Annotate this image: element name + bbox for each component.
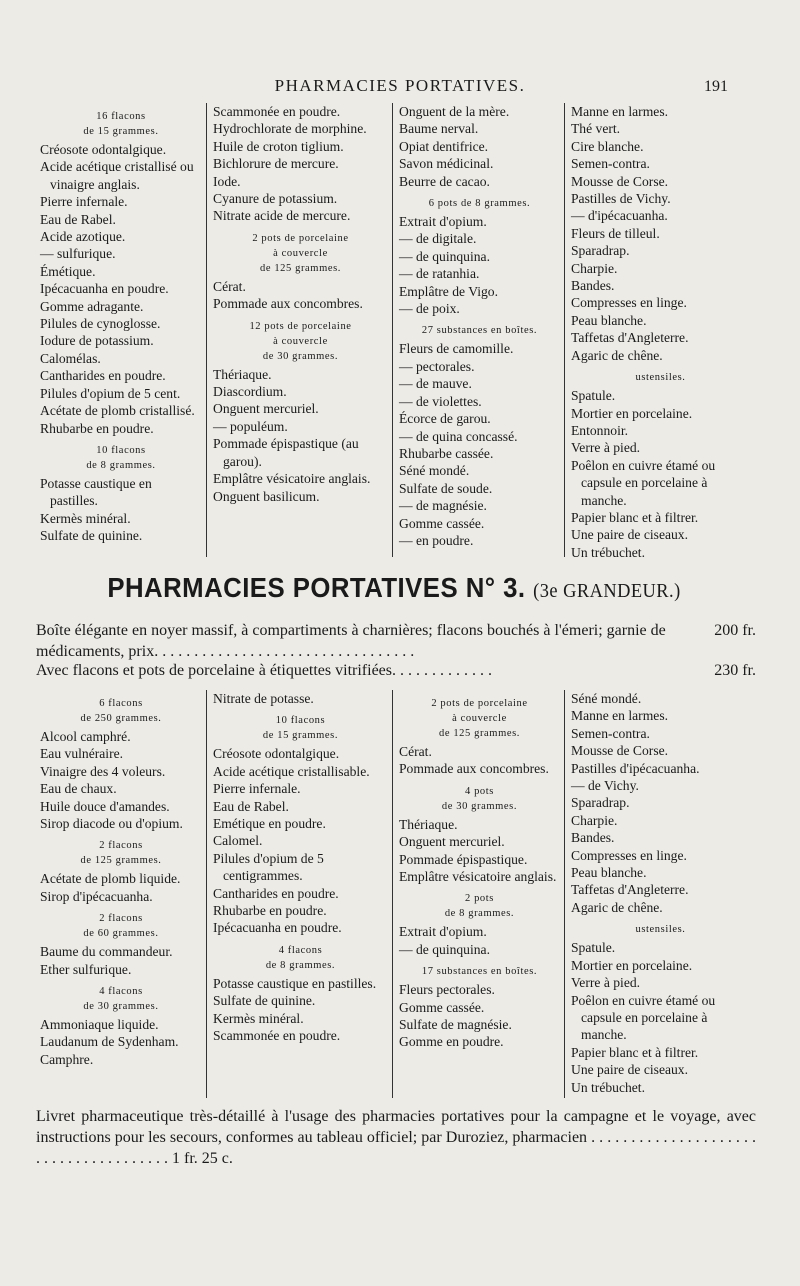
catalog-item: — sulfurique.	[40, 246, 116, 262]
bottom-column-1	[34, 690, 206, 1098]
catalog-item: Kermès minéral.	[213, 1010, 304, 1026]
catalog-item: Beurre de cacao.	[399, 173, 490, 189]
catalog-item: Opiat dentifrice.	[399, 138, 489, 154]
section-heading	[40, 911, 202, 941]
catalog-item: Manne en larmes.	[571, 104, 669, 119]
catalog-item: Pierre infernale.	[213, 781, 301, 797]
section-heading	[40, 443, 202, 473]
catalog-item: Iode.	[213, 173, 241, 189]
catalog-item: Créosote odontalgique.	[40, 142, 167, 157]
catalog-item: Pilules d'opium de 5 cent.	[40, 385, 181, 401]
catalog-item: Papier blanc et à filtrer.	[571, 1044, 699, 1060]
bottom-catalog-columns	[34, 690, 754, 1098]
catalog-item: Poêlon en cuivre étamé ou capsule en porcelaine à manche.	[571, 457, 716, 508]
heading-line: de 8 grammes.	[444, 908, 515, 920]
heading-line: 4 flacons	[99, 986, 143, 998]
catalog-item: Thé vert.	[571, 121, 621, 137]
catalog-item: Fleurs de camomille.	[399, 341, 514, 357]
catalog-item: Taffetas d'Angleterre.	[571, 882, 689, 898]
heading-line: à couvercle	[452, 713, 507, 724]
catalog-item: Ipécacuanha en poudre.	[213, 920, 342, 936]
catalog-item: — de violettes.	[399, 393, 482, 409]
heading-line: 2 flacons	[99, 913, 143, 925]
heading-line: 2 pots de porcelaine	[252, 232, 349, 244]
catalog-item: Créosote odontalgique.	[213, 746, 340, 762]
catalog-item: Charpie.	[571, 260, 618, 276]
catalog-item: Un trébuchet.	[571, 544, 645, 560]
section-heading	[399, 323, 560, 338]
catalog-item: — pectorales.	[399, 358, 475, 374]
catalog-item: Compresses en linge.	[571, 295, 687, 311]
catalog-item: Sirop diacode ou d'opium.	[40, 816, 183, 832]
catalog-item: Gomme cassée.	[399, 515, 485, 531]
heading-line: 6 flacons	[99, 698, 143, 709]
top-column-3	[392, 103, 564, 557]
catalog-item: — en poudre.	[399, 532, 474, 548]
catalog-item: Calomélas.	[40, 350, 101, 366]
section-heading	[571, 922, 750, 937]
description-text: Boîte élégante en noyer massif, à compartiments à charnières; flacons bouchés à l'émeri; garnie de médicaments, prix. . . . . . . . . . . . . . . . . . . . . . . . . . . . . . . . .	[36, 622, 666, 660]
catalog-item: Entonnoir.	[571, 422, 629, 438]
catalog-item: Cérat.	[399, 744, 432, 759]
catalog-item: Gomme adragante.	[40, 298, 144, 314]
heading-line: 2 flacons	[99, 840, 143, 852]
catalog-item: Taffetas d'Angleterre.	[571, 330, 689, 346]
catalog-item: Camphre.	[40, 1051, 94, 1067]
catalog-item: Bandes.	[571, 278, 615, 294]
catalog-item: Sulfate de quinine.	[213, 993, 316, 1009]
catalog-item: — d'ipécacuanha.	[571, 208, 668, 224]
catalog-item: Manne en larmes.	[571, 708, 669, 724]
catalog-item: Thériaque.	[399, 816, 458, 832]
catalog-item: Thériaque.	[213, 366, 272, 382]
catalog-item: — de poix.	[399, 301, 460, 317]
catalog-item: Huile de croton tiglium.	[213, 138, 344, 154]
catalog-item: Gomme cassée.	[399, 999, 485, 1015]
section-banner	[63, 572, 725, 604]
heading-line: 10 flacons	[275, 715, 326, 727]
catalog-item: Eau vulnéraire.	[40, 746, 124, 762]
catalog-item: Sulfate de quinine.	[40, 528, 143, 544]
heading-line: 27 substances en boîtes.	[421, 325, 538, 337]
catalog-item: Cantharides en poudre.	[40, 368, 166, 384]
catalog-item: Poêlon en cuivre étamé ou capsule en porcelaine à manche.	[571, 992, 716, 1043]
section-heading	[399, 196, 560, 211]
catalog-item: Sulfate de soude.	[399, 480, 493, 496]
catalog-item: Mousse de Corse.	[571, 173, 669, 189]
section-heading	[40, 984, 202, 1014]
catalog-item: Hydrochlorate de morphine.	[213, 121, 367, 137]
booklet-paragraph: Livret pharmaceutique très-détaillé à l'usage des pharmacies portatives pour la campagne et le voyage, avec instructions pour les secours, conformes au tableau officiel; par Duroziez, pharmacien . . . . . . . . . . . . . . . . . . . . . . . . . . . . . . . . . . . . . . 1 fr. 25 c.	[36, 1108, 756, 1167]
catalog-item: Pastilles d'ipécacuanha.	[571, 760, 700, 776]
catalog-item: Mortier en porcelaine.	[571, 405, 693, 421]
heading-line: 2 pots	[465, 893, 494, 905]
section-heading	[213, 231, 388, 276]
catalog-item: Nitrate acide de mercure.	[213, 208, 351, 224]
catalog-item: Pastilles de Vichy.	[571, 191, 671, 207]
heading-line: 4 flacons	[278, 944, 323, 956]
catalog-item: — de quina concassé.	[399, 428, 518, 444]
catalog-item: Cire blanche.	[571, 138, 644, 154]
catalog-item: Une paire de ciseaux.	[571, 1062, 689, 1078]
heading-line: ustensiles.	[635, 924, 686, 936]
heading-line: de 30 grammes.	[83, 1001, 159, 1013]
top-column-2	[206, 103, 392, 557]
catalog-item: Calomel.	[213, 833, 263, 849]
section-heading	[399, 891, 560, 921]
bottom-column-4	[564, 690, 754, 1098]
catalog-item: Diascordium.	[213, 384, 287, 400]
catalog-item: Pierre infernale.	[40, 194, 128, 210]
catalog-item: Gomme en poudre.	[399, 1034, 504, 1050]
catalog-item: Pilules d'opium de 5 centigrammes.	[213, 850, 324, 884]
catalog-item: Écorce de garou.	[399, 411, 491, 427]
catalog-item: Emplâtre de Vigo.	[399, 283, 498, 299]
catalog-item: Iodure de potassium.	[40, 333, 154, 349]
catalog-item: Une paire de ciseaux.	[571, 527, 689, 543]
heading-line: de 30 grammes.	[441, 800, 518, 812]
catalog-item: Emplâtre vésicatoire anglais.	[213, 471, 371, 487]
bottom-column-2	[206, 690, 392, 1098]
section-heading	[213, 713, 388, 743]
catalog-item: Rhubarbe en poudre.	[213, 903, 327, 919]
catalog-item: Semen-contra.	[571, 156, 650, 172]
catalog-item: Bichlorure de mercure.	[213, 156, 339, 172]
catalog-item: Eau de Rabel.	[40, 211, 116, 227]
catalog-item: — de magnésie.	[399, 498, 487, 514]
catalog-item: Semen-contra.	[571, 725, 650, 741]
catalog-item: Sirop d'ipécacuanha.	[40, 888, 153, 904]
catalog-item: Extrait d'opium.	[399, 924, 487, 940]
catalog-item: Spatule.	[571, 940, 616, 956]
catalog-item: — de quinquina.	[399, 941, 490, 957]
catalog-item: Sparadrap.	[571, 243, 630, 259]
heading-line: 2 pots de porcelaine	[431, 698, 528, 709]
variant-paragraph	[36, 660, 756, 681]
catalog-item: Nitrate de potasse.	[213, 691, 314, 706]
heading-line: 4 pots	[465, 785, 494, 797]
catalog-item: — de digitale.	[399, 231, 477, 247]
catalog-item: Acide acétique cristallisé ou vinaigre anglais.	[40, 159, 194, 192]
catalog-item: Mousse de Corse.	[571, 743, 669, 759]
catalog-item: Potasse caustique en pastilles.	[213, 975, 377, 991]
heading-line: de 125 grammes.	[80, 855, 162, 867]
catalog-item: — de mauve.	[399, 376, 472, 392]
banner-subtitle: (3e GRANDEUR.)	[533, 580, 681, 602]
top-column-1	[34, 103, 206, 557]
heading-line: de 15 grammes.	[83, 126, 159, 137]
catalog-item: Onguent mercuriel.	[213, 401, 319, 417]
banner-title: PHARMACIES PORTATIVES N° 3.	[107, 572, 526, 603]
catalog-item: Baume du commandeur.	[40, 944, 173, 960]
catalog-item: Pommade épispastique.	[399, 851, 528, 867]
heading-line: 6 pots de 8 grammes.	[428, 198, 531, 210]
section-heading	[213, 319, 388, 364]
heading-line: de 8 grammes.	[86, 459, 156, 471]
catalog-item: Séné mondé.	[571, 691, 642, 706]
catalog-item: Huile douce d'amandes.	[40, 798, 170, 814]
heading-line: de 15 grammes.	[262, 730, 339, 742]
catalog-item: Potasse caustique en pastilles.	[40, 475, 152, 509]
catalog-item: Acétate de plomb cristallisé.	[40, 403, 195, 419]
catalog-item: — de Vichy.	[571, 778, 639, 794]
section-heading	[399, 784, 560, 814]
catalog-item: Eau de Rabel.	[213, 798, 289, 814]
heading-line: de 125 grammes.	[438, 728, 521, 739]
catalog-item: Agaric de chêne.	[571, 347, 663, 363]
catalog-item: Agaric de chêne.	[571, 899, 663, 915]
catalog-item: Verre à pied.	[571, 975, 641, 991]
catalog-item: Peau blanche.	[571, 312, 647, 328]
catalog-item: Alcool camphré.	[40, 729, 131, 744]
catalog-item: Acide azotique.	[40, 229, 126, 245]
catalog-item: Emplâtre vésicatoire anglais.	[399, 869, 557, 885]
catalog-item: Baume nerval.	[399, 121, 479, 137]
catalog-item: Émétique.	[40, 263, 96, 279]
heading-line: ustensiles.	[635, 372, 686, 384]
catalog-item: Pommade aux concombres.	[399, 761, 549, 777]
catalog-item: Vinaigre des 4 voleurs.	[40, 763, 166, 779]
catalog-item: Fleurs pectorales.	[399, 982, 495, 998]
catalog-item: Verre à pied.	[571, 440, 641, 456]
catalog-item: Onguent basilicum.	[213, 488, 320, 504]
catalog-item: Ether sulfurique.	[40, 961, 132, 977]
catalog-item: Acétate de plomb liquide.	[40, 871, 181, 887]
heading-line: 10 flacons	[96, 444, 146, 456]
section-heading	[399, 696, 560, 741]
heading-line: à couvercle	[273, 335, 328, 347]
description-paragraph	[36, 620, 756, 662]
price-200: 200 fr.	[714, 622, 756, 639]
catalog-item: Mortier en porcelaine.	[571, 957, 693, 973]
heading-line: de 8 grammes.	[265, 959, 336, 971]
catalog-item: Pommade épispastique (au garou).	[213, 436, 359, 469]
catalog-item: Papier blanc et à filtrer.	[571, 509, 699, 525]
catalog-item: Sulfate de magnésie.	[399, 1017, 512, 1033]
heading-line: à couvercle	[273, 247, 328, 259]
catalog-item: Spatule.	[571, 388, 616, 404]
catalog-item: Ammoniaque liquide.	[40, 1017, 159, 1033]
catalog-item: Pilules de cynoglosse.	[40, 316, 161, 332]
heading-line: de 250 grammes.	[80, 713, 162, 724]
top-catalog-columns	[34, 103, 754, 560]
catalog-item: Cérat.	[213, 278, 246, 294]
catalog-item: Laudanum de Sydenham.	[40, 1034, 179, 1050]
catalog-item: Emétique en poudre.	[213, 816, 326, 832]
catalog-item: Séné mondé.	[399, 463, 470, 479]
page-number: 191	[704, 78, 728, 95]
catalog-item: Rhubarbe en poudre.	[40, 420, 154, 436]
catalog-item: Scammonée en poudre.	[213, 1028, 341, 1044]
catalog-item: Bandes.	[571, 830, 615, 846]
catalog-item: Cantharides en poudre.	[213, 885, 339, 901]
section-heading	[40, 696, 202, 726]
catalog-item: Pommade aux concombres.	[213, 296, 363, 312]
price-230: 230 fr.	[714, 662, 756, 679]
catalog-item: Compresses en linge.	[571, 847, 687, 863]
section-heading	[571, 370, 750, 385]
catalog-item: — populéum.	[213, 418, 288, 434]
catalog-item: — de ratanhia.	[399, 266, 480, 282]
section-heading	[213, 943, 388, 973]
running-title: PHARMACIES PORTATIVES.	[274, 76, 526, 95]
catalog-item: Charpie.	[571, 812, 618, 828]
catalog-item: Fleurs de tilleul.	[571, 225, 660, 241]
catalog-item: Sparadrap.	[571, 795, 630, 811]
catalog-item: Acide acétique cristallisable.	[213, 763, 370, 779]
catalog-item: Extrait d'opium.	[399, 214, 487, 230]
heading-line: de 125 grammes.	[259, 262, 342, 274]
catalog-item: Onguent mercuriel.	[399, 834, 505, 850]
catalog-item: Onguent de la mère.	[399, 104, 510, 119]
catalog-item: Eau de chaux.	[40, 781, 117, 797]
section-heading	[399, 964, 560, 979]
catalog-item: Kermès minéral.	[40, 510, 131, 526]
catalog-item: Rhubarbe cassée.	[399, 445, 494, 461]
catalog-item: Peau blanche.	[571, 865, 647, 881]
heading-line: de 60 grammes.	[83, 928, 159, 940]
heading-line: 16 flacons	[96, 111, 146, 122]
top-column-4	[564, 103, 754, 560]
heading-line: de 30 grammes.	[262, 350, 339, 362]
section-heading	[40, 109, 202, 139]
bottom-column-3	[392, 690, 564, 1098]
heading-line: 12 pots de porcelaine	[249, 320, 352, 332]
catalog-item: Cyanure de potassium.	[213, 191, 338, 207]
catalog-item: Ipécacuanha en poudre.	[40, 281, 169, 297]
heading-line: 17 substances en boîtes.	[421, 966, 538, 978]
catalog-item: — de quinquina.	[399, 248, 490, 264]
catalog-item: Savon médicinal.	[399, 156, 494, 172]
variant-text: Avec flacons et pots de porcelaine à étiquettes vitrifiées. . . . . . . . . . . . .	[36, 662, 492, 679]
section-heading	[40, 838, 202, 868]
catalog-item: Scammonée en poudre.	[213, 104, 341, 119]
catalog-item: Un trébuchet.	[571, 1079, 645, 1095]
